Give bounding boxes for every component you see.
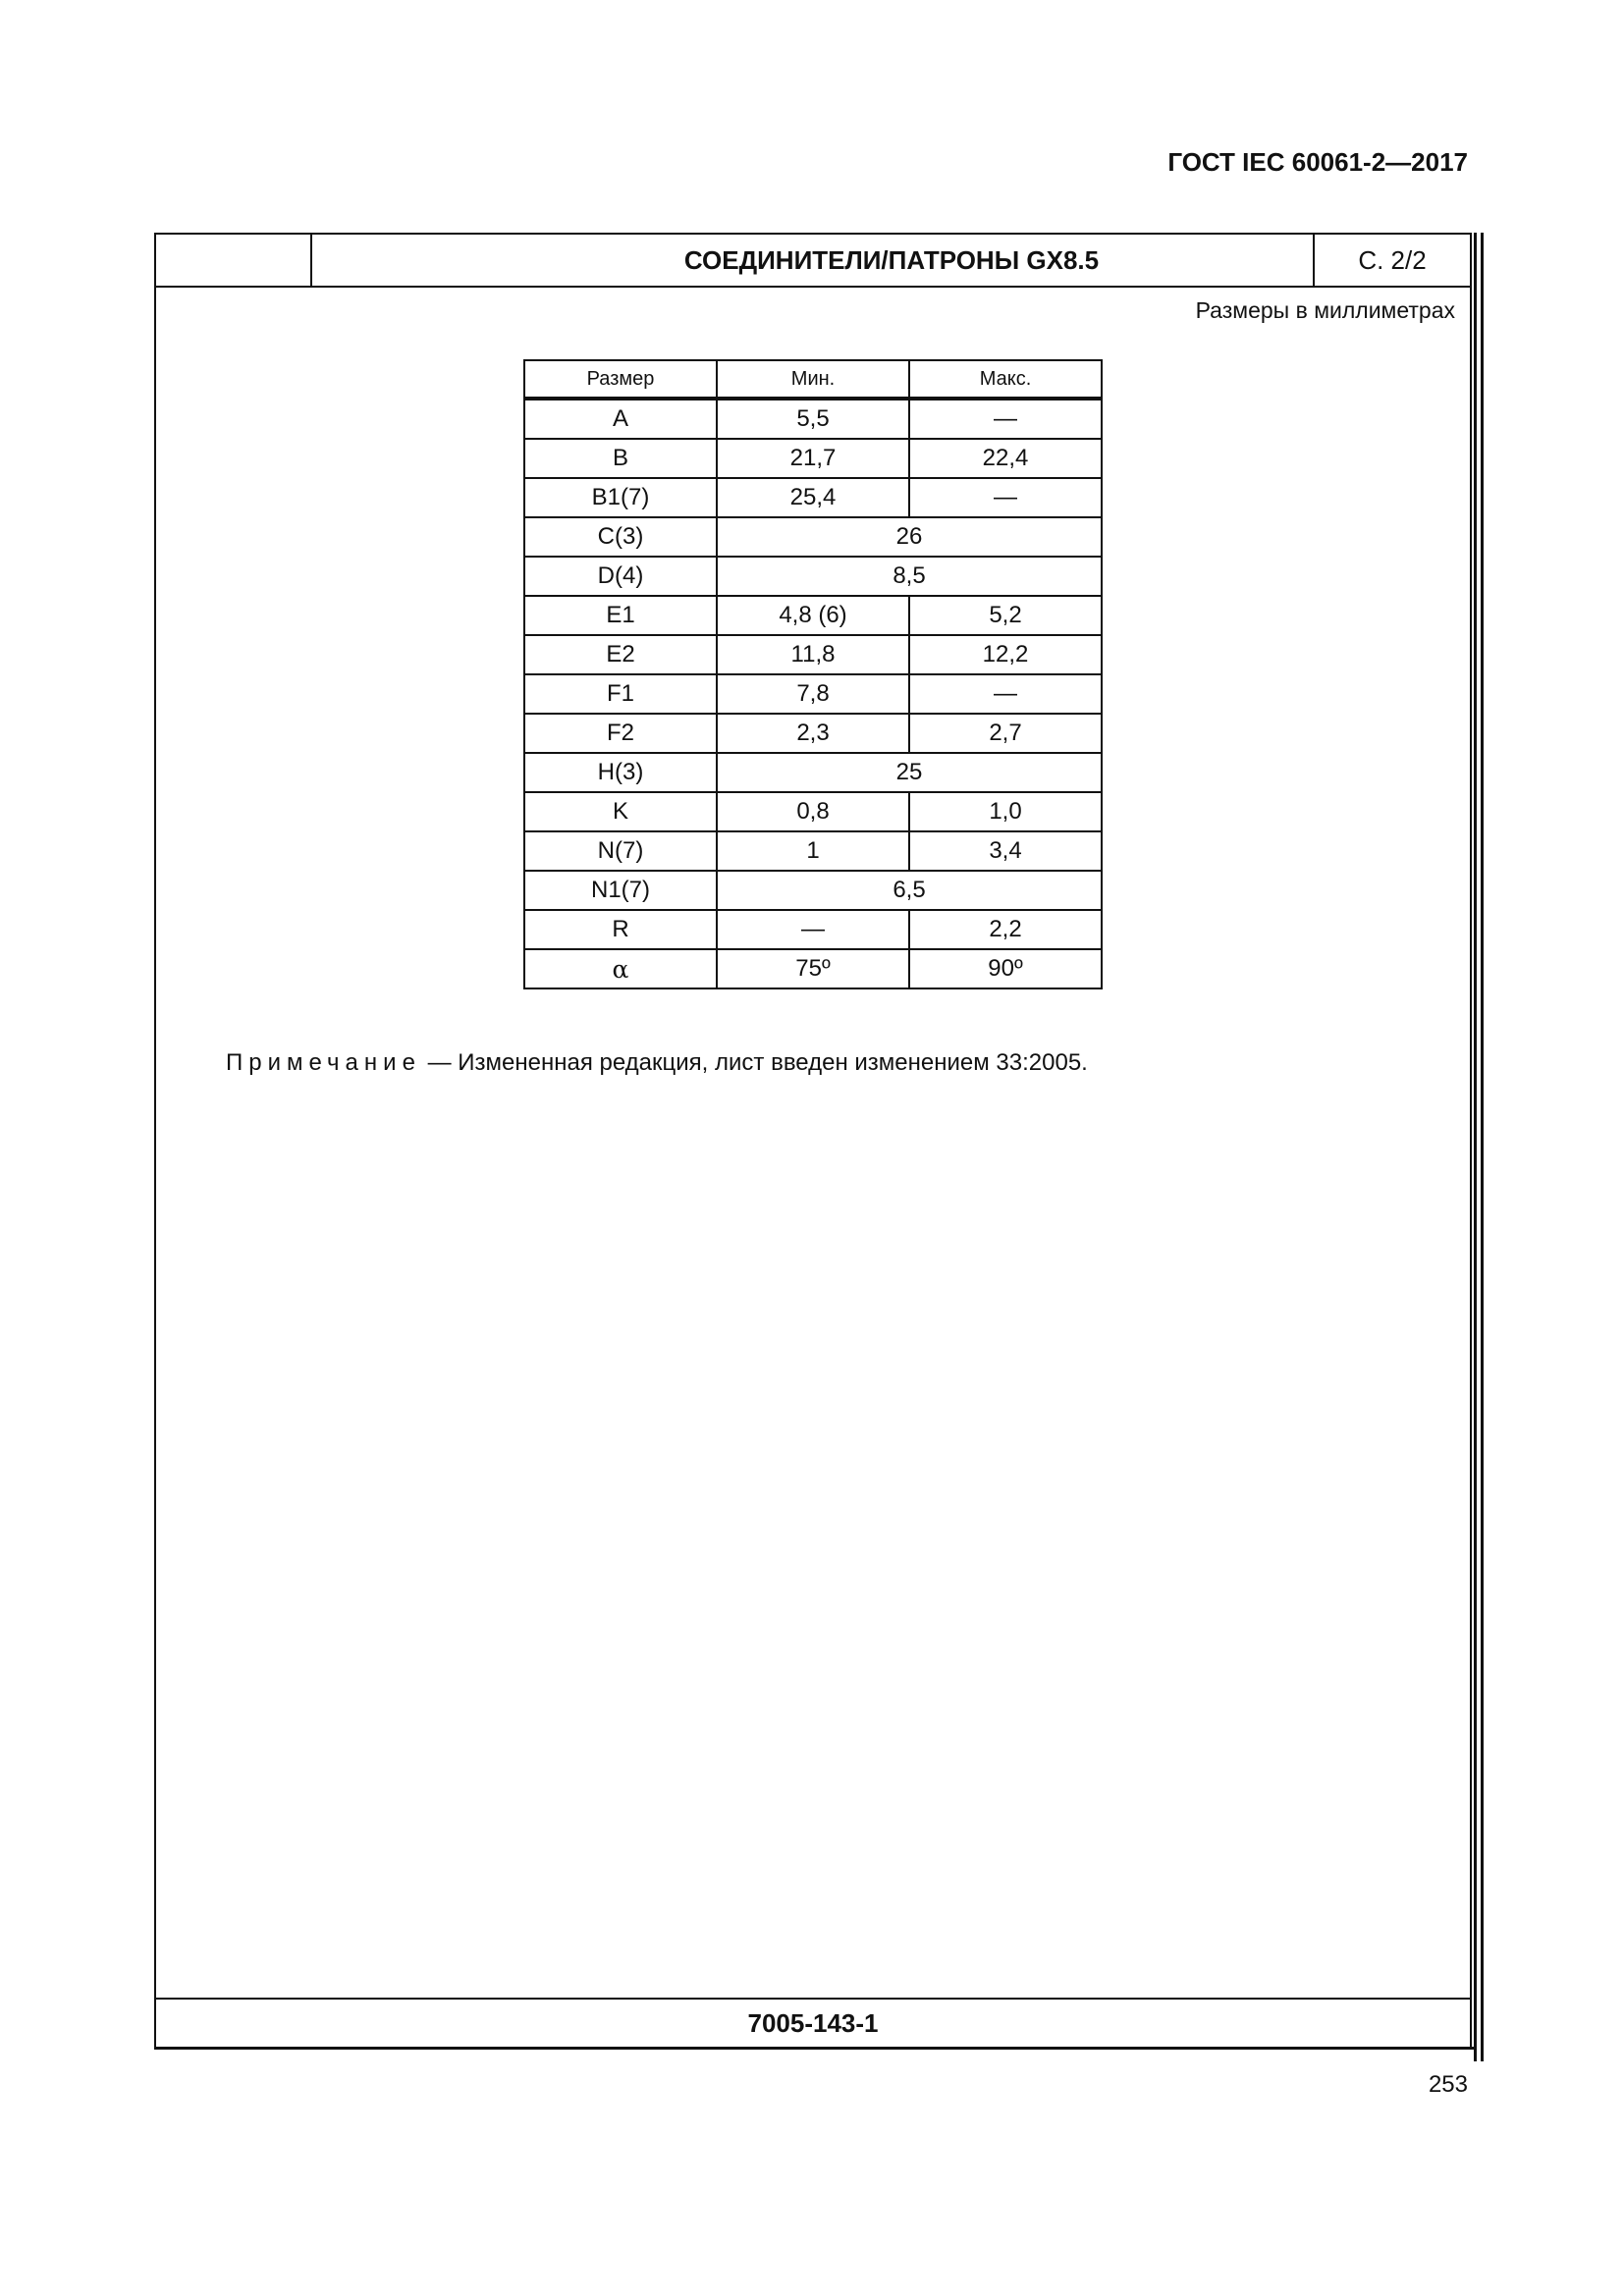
frame-edge-line <box>1481 233 1484 2061</box>
cell-max: 2,2 <box>909 910 1102 949</box>
table-header-row <box>524 360 1102 399</box>
cell-max: — <box>909 478 1102 517</box>
table-row <box>524 910 1102 949</box>
table-row <box>524 517 1102 557</box>
cell-max: 1,0 <box>909 792 1102 831</box>
cell-max: — <box>909 674 1102 714</box>
dimensions-table <box>523 359 1103 989</box>
sheet-page-label: С. 2/2 <box>1313 235 1470 286</box>
cell-size: N1(7) <box>524 871 717 910</box>
sheet-header <box>156 235 1470 288</box>
cell-max: 5,2 <box>909 596 1102 635</box>
cell-max: 22,4 <box>909 439 1102 478</box>
cell-min: — <box>717 910 909 949</box>
cell-size: α <box>524 949 717 988</box>
cell-size: F1 <box>524 674 717 714</box>
cell-min: 1 <box>717 831 909 871</box>
header-min: Мин. <box>717 360 909 399</box>
cell-size: D(4) <box>524 557 717 596</box>
sheet-title: СОЕДИНИТЕЛИ/ПАТРОНЫ GX8.5 <box>683 245 1100 275</box>
cell-size: H(3) <box>524 753 717 792</box>
frame-bottom-line <box>154 2047 1477 2050</box>
table-row <box>524 792 1102 831</box>
cell-max: 2,7 <box>909 714 1102 753</box>
cell-size: E1 <box>524 596 717 635</box>
cell-min: 7,8 <box>717 674 909 714</box>
cell-size: N(7) <box>524 831 717 871</box>
table-row <box>524 557 1102 596</box>
footer-divider <box>156 1998 1470 2000</box>
table-row <box>524 399 1102 439</box>
cell-size: E2 <box>524 635 717 674</box>
cell-size: B1(7) <box>524 478 717 517</box>
cell-size: A <box>524 399 717 439</box>
note <box>226 1049 1088 1077</box>
cell-size: F2 <box>524 714 717 753</box>
note-label: Примечание <box>226 1049 421 1076</box>
cell-value: 25 <box>717 753 1102 792</box>
table-row <box>524 439 1102 478</box>
cell-min: 4,8 (6) <box>717 596 909 635</box>
cell-value: 6,5 <box>717 871 1102 910</box>
cell-value: 26 <box>717 517 1102 557</box>
page-number: 253 <box>1428 2071 1468 2098</box>
frame-edge-line <box>1474 233 1477 2061</box>
cell-max: 3,4 <box>909 831 1102 871</box>
cell-size: K <box>524 792 717 831</box>
document-code: ГОСТ IEC 60061-2—2017 <box>1167 147 1468 177</box>
cell-size: R <box>524 910 717 949</box>
table-row <box>524 753 1102 792</box>
cell-value: 8,5 <box>717 557 1102 596</box>
header-blank-cell <box>156 235 312 286</box>
sheet-footer-code: 7005-143-1 <box>747 2008 879 2038</box>
table-row <box>524 596 1102 635</box>
table-row <box>524 635 1102 674</box>
cell-min: 11,8 <box>717 635 909 674</box>
table-row <box>524 478 1102 517</box>
cell-size: C(3) <box>524 517 717 557</box>
cell-min: 21,7 <box>717 439 909 478</box>
cell-min: 25,4 <box>717 478 909 517</box>
table-row <box>524 871 1102 910</box>
table-row <box>524 949 1102 988</box>
cell-max: — <box>909 399 1102 439</box>
note-dash: — <box>427 1049 452 1076</box>
cell-size: B <box>524 439 717 478</box>
header-size: Размер <box>524 360 717 399</box>
note-text: Измененная редакция, лист введен изменением 33:2005. <box>458 1049 1088 1076</box>
cell-max: 12,2 <box>909 635 1102 674</box>
cell-min: 2,3 <box>717 714 909 753</box>
table-row <box>524 674 1102 714</box>
cell-min: 75º <box>717 949 909 988</box>
header-max: Макс. <box>909 360 1102 399</box>
cell-max: 90º <box>909 949 1102 988</box>
cell-min: 0,8 <box>717 792 909 831</box>
sheet-frame <box>154 233 1472 2049</box>
units-note: Размеры в миллиметрах <box>1195 297 1455 323</box>
table-row <box>524 714 1102 753</box>
table-row <box>524 831 1102 871</box>
cell-min: 5,5 <box>717 399 909 439</box>
